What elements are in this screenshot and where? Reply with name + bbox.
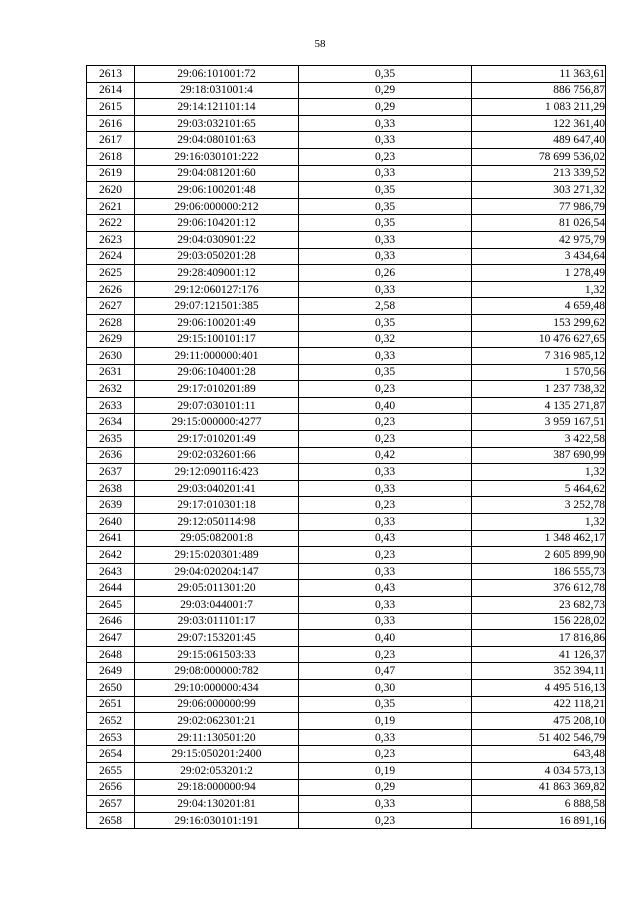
cadastral-number-cell: 29:03:011101:17 — [135, 613, 299, 630]
cadastral-number-cell: 29:10:000000:434 — [135, 679, 299, 696]
row-number-cell: 2647 — [87, 630, 135, 647]
value-cell: 6 888,58 — [472, 796, 606, 813]
rate-cell: 0,29 — [299, 779, 472, 796]
row-number-cell: 2632 — [87, 381, 135, 398]
value-cell: 475 208,10 — [472, 713, 606, 730]
row-number-cell: 2653 — [87, 729, 135, 746]
value-cell: 11 363,61 — [472, 66, 606, 83]
value-cell: 3 422,58 — [472, 431, 606, 448]
table-row — [87, 99, 606, 116]
cadastral-number-cell: 29:11:130501:20 — [135, 729, 299, 746]
row-number-cell: 2621 — [87, 198, 135, 215]
cadastral-number-cell: 29:04:081201:60 — [135, 165, 299, 182]
row-number-cell: 2648 — [87, 646, 135, 663]
value-cell: 643,48 — [472, 746, 606, 763]
row-number-cell: 2654 — [87, 746, 135, 763]
rate-cell: 0,42 — [299, 447, 472, 464]
row-number-cell: 2649 — [87, 663, 135, 680]
table-row — [87, 597, 606, 614]
rate-cell: 0,43 — [299, 580, 472, 597]
cadastral-number-cell: 29:17:010201:49 — [135, 431, 299, 448]
value-cell: 4 034 573,13 — [472, 762, 606, 779]
table-row — [87, 348, 606, 365]
row-number-cell: 2624 — [87, 248, 135, 265]
rate-cell: 0,23 — [299, 381, 472, 398]
row-number-cell: 2622 — [87, 215, 135, 232]
value-cell: 1,32 — [472, 281, 606, 298]
row-number-cell: 2642 — [87, 547, 135, 564]
rate-cell: 0,33 — [299, 115, 472, 132]
cadastral-number-cell: 29:04:130201:81 — [135, 796, 299, 813]
table-row — [87, 646, 606, 663]
value-cell: 3 959 167,51 — [472, 414, 606, 431]
table-row — [87, 812, 606, 829]
table-row — [87, 265, 606, 282]
value-cell: 81 026,54 — [472, 215, 606, 232]
rate-cell: 0,33 — [299, 281, 472, 298]
table-row — [87, 66, 606, 83]
cadastral-number-cell: 29:03:044001:7 — [135, 597, 299, 614]
value-cell: 1,32 — [472, 464, 606, 481]
row-number-cell: 2644 — [87, 580, 135, 597]
row-number-cell: 2614 — [87, 82, 135, 99]
cadastral-number-cell: 29:06:000000:99 — [135, 696, 299, 713]
row-number-cell: 2631 — [87, 364, 135, 381]
cadastral-number-cell: 29:18:000000:94 — [135, 779, 299, 796]
row-number-cell: 2619 — [87, 165, 135, 182]
row-number-cell: 2634 — [87, 414, 135, 431]
rate-cell: 0,23 — [299, 547, 472, 564]
row-number-cell: 2658 — [87, 812, 135, 829]
value-cell: 41 126,37 — [472, 646, 606, 663]
value-cell: 1 237 738,32 — [472, 381, 606, 398]
rate-cell: 0,29 — [299, 99, 472, 116]
rate-cell: 0,29 — [299, 82, 472, 99]
row-number-cell: 2645 — [87, 597, 135, 614]
rate-cell: 0,33 — [299, 729, 472, 746]
rate-cell: 0,35 — [299, 215, 472, 232]
table-row — [87, 514, 606, 531]
value-cell: 1 083 211,29 — [472, 99, 606, 116]
value-cell: 7 316 985,12 — [472, 348, 606, 365]
cadastral-number-cell: 29:16:030101:191 — [135, 812, 299, 829]
cadastral-number-cell: 29:17:010201:89 — [135, 381, 299, 398]
table-row — [87, 497, 606, 514]
rate-cell: 0,23 — [299, 812, 472, 829]
cadastral-number-cell: 29:02:053201:2 — [135, 762, 299, 779]
row-number-cell: 2623 — [87, 231, 135, 248]
value-cell: 41 863 369,82 — [472, 779, 606, 796]
row-number-cell: 2615 — [87, 99, 135, 116]
table-row — [87, 713, 606, 730]
rate-cell: 0,35 — [299, 364, 472, 381]
table-row — [87, 198, 606, 215]
rate-cell: 0,23 — [299, 431, 472, 448]
table-row — [87, 314, 606, 331]
cadastral-number-cell: 29:12:060127:176 — [135, 281, 299, 298]
cadastral-number-cell: 29:02:032601:66 — [135, 447, 299, 464]
table-row — [87, 613, 606, 630]
rate-cell: 0,23 — [299, 414, 472, 431]
rate-cell: 0,33 — [299, 597, 472, 614]
value-cell: 42 975,79 — [472, 231, 606, 248]
table-row — [87, 563, 606, 580]
cadastral-number-cell: 29:15:061503:33 — [135, 646, 299, 663]
cadastral-number-cell: 29:03:032101:65 — [135, 115, 299, 132]
rate-cell: 0,32 — [299, 331, 472, 348]
rate-cell: 0,26 — [299, 265, 472, 282]
rate-cell: 0,35 — [299, 198, 472, 215]
rate-cell: 0,19 — [299, 762, 472, 779]
table-row — [87, 82, 606, 99]
value-cell: 1,32 — [472, 514, 606, 531]
table-row — [87, 663, 606, 680]
cadastral-number-cell: 29:05:011301:20 — [135, 580, 299, 597]
cadastral-number-cell: 29:03:040201:41 — [135, 480, 299, 497]
value-cell: 213 339,52 — [472, 165, 606, 182]
table-row — [87, 729, 606, 746]
cadastral-number-cell: 29:03:050201:28 — [135, 248, 299, 265]
table-row — [87, 464, 606, 481]
table-row — [87, 630, 606, 647]
rate-cell: 0,23 — [299, 148, 472, 165]
cadastral-number-cell: 29:11:000000:401 — [135, 348, 299, 365]
value-cell: 153 299,62 — [472, 314, 606, 331]
rate-cell: 0,19 — [299, 713, 472, 730]
table-row — [87, 165, 606, 182]
table-row — [87, 364, 606, 381]
row-number-cell: 2655 — [87, 762, 135, 779]
rate-cell: 0,33 — [299, 514, 472, 531]
rate-cell: 0,35 — [299, 314, 472, 331]
cadastral-number-cell: 29:28:409001:12 — [135, 265, 299, 282]
table-row — [87, 148, 606, 165]
row-number-cell: 2638 — [87, 480, 135, 497]
rate-cell: 0,23 — [299, 746, 472, 763]
row-number-cell: 2651 — [87, 696, 135, 713]
cadastral-number-cell: 29:06:101001:72 — [135, 66, 299, 83]
value-cell: 16 891,16 — [472, 812, 606, 829]
rate-cell: 0,33 — [299, 563, 472, 580]
rate-cell: 0,35 — [299, 182, 472, 199]
cadastral-number-cell: 29:17:010301:18 — [135, 497, 299, 514]
cadastral-number-cell: 29:02:062301:21 — [135, 713, 299, 730]
rate-cell: 0,35 — [299, 696, 472, 713]
table-row — [87, 215, 606, 232]
value-cell: 4 659,48 — [472, 298, 606, 315]
row-number-cell: 2657 — [87, 796, 135, 813]
table-row — [87, 414, 606, 431]
cadastral-number-cell: 29:12:050114:98 — [135, 514, 299, 531]
registry-table — [86, 65, 606, 829]
row-number-cell: 2616 — [87, 115, 135, 132]
row-number-cell: 2629 — [87, 331, 135, 348]
rate-cell: 0,30 — [299, 679, 472, 696]
row-number-cell: 2641 — [87, 530, 135, 547]
row-number-cell: 2625 — [87, 265, 135, 282]
row-number-cell: 2656 — [87, 779, 135, 796]
value-cell: 886 756,87 — [472, 82, 606, 99]
value-cell: 387 690,99 — [472, 447, 606, 464]
cadastral-number-cell: 29:06:104201:12 — [135, 215, 299, 232]
cadastral-number-cell: 29:06:100201:49 — [135, 314, 299, 331]
registry-table-body — [87, 66, 606, 829]
page-number: 58 — [314, 38, 326, 50]
table-row — [87, 281, 606, 298]
value-cell: 2 605 899,90 — [472, 547, 606, 564]
row-number-cell: 2628 — [87, 314, 135, 331]
table-row — [87, 679, 606, 696]
table-row — [87, 132, 606, 149]
row-number-cell: 2620 — [87, 182, 135, 199]
row-number-cell: 2650 — [87, 679, 135, 696]
row-number-cell: 2635 — [87, 431, 135, 448]
row-number-cell: 2618 — [87, 148, 135, 165]
value-cell: 3 434,64 — [472, 248, 606, 265]
row-number-cell: 2626 — [87, 281, 135, 298]
value-cell: 23 682,73 — [472, 597, 606, 614]
rate-cell: 0,33 — [299, 165, 472, 182]
cadastral-number-cell: 29:07:153201:45 — [135, 630, 299, 647]
cadastral-number-cell: 29:06:104001:28 — [135, 364, 299, 381]
table-row — [87, 796, 606, 813]
table-row — [87, 480, 606, 497]
value-cell: 3 252,78 — [472, 497, 606, 514]
table-row — [87, 762, 606, 779]
rate-cell: 0,33 — [299, 464, 472, 481]
cadastral-number-cell: 29:04:020204:147 — [135, 563, 299, 580]
rate-cell: 0,33 — [299, 248, 472, 265]
table-row — [87, 298, 606, 315]
value-cell: 1 348 462,17 — [472, 530, 606, 547]
value-cell: 489 647,40 — [472, 132, 606, 149]
value-cell: 10 476 627,65 — [472, 331, 606, 348]
value-cell: 77 986,79 — [472, 198, 606, 215]
value-cell: 376 612,78 — [472, 580, 606, 597]
rate-cell: 0,35 — [299, 66, 472, 83]
rate-cell: 0,33 — [299, 796, 472, 813]
cadastral-number-cell: 29:15:050201:2400 — [135, 746, 299, 763]
value-cell: 4 495 516,13 — [472, 679, 606, 696]
rate-cell: 0,47 — [299, 663, 472, 680]
table-row — [87, 231, 606, 248]
rate-cell: 0,43 — [299, 530, 472, 547]
table-row — [87, 248, 606, 265]
cadastral-number-cell: 29:06:100201:48 — [135, 182, 299, 199]
cadastral-number-cell: 29:04:080101:63 — [135, 132, 299, 149]
value-cell: 156 228,02 — [472, 613, 606, 630]
rate-cell: 0,33 — [299, 231, 472, 248]
table-row — [87, 331, 606, 348]
table-row — [87, 530, 606, 547]
value-cell: 1 570,56 — [472, 364, 606, 381]
table-row — [87, 696, 606, 713]
row-number-cell: 2652 — [87, 713, 135, 730]
rate-cell: 0,33 — [299, 613, 472, 630]
value-cell: 5 464,62 — [472, 480, 606, 497]
rate-cell: 0,40 — [299, 630, 472, 647]
row-number-cell: 2630 — [87, 348, 135, 365]
row-number-cell: 2637 — [87, 464, 135, 481]
value-cell: 422 118,21 — [472, 696, 606, 713]
rate-cell: 0,33 — [299, 348, 472, 365]
value-cell: 122 361,40 — [472, 115, 606, 132]
value-cell: 17 816,86 — [472, 630, 606, 647]
rate-cell: 0,40 — [299, 397, 472, 414]
table-row — [87, 746, 606, 763]
rate-cell: 0,33 — [299, 480, 472, 497]
cadastral-number-cell: 29:06:000000:212 — [135, 198, 299, 215]
rate-cell: 2,58 — [299, 298, 472, 315]
cadastral-number-cell: 29:15:100101:17 — [135, 331, 299, 348]
value-cell: 303 271,32 — [472, 182, 606, 199]
table-row — [87, 182, 606, 199]
cadastral-number-cell: 29:08:000000:782 — [135, 663, 299, 680]
cadastral-number-cell: 29:14:121101:14 — [135, 99, 299, 116]
row-number-cell: 2636 — [87, 447, 135, 464]
row-number-cell: 2613 — [87, 66, 135, 83]
cadastral-number-cell: 29:16:030101:222 — [135, 148, 299, 165]
cadastral-number-cell: 29:15:000000:4277 — [135, 414, 299, 431]
cadastral-number-cell: 29:18:031001:4 — [135, 82, 299, 99]
value-cell: 78 699 536,02 — [472, 148, 606, 165]
value-cell: 186 555,73 — [472, 563, 606, 580]
row-number-cell: 2646 — [87, 613, 135, 630]
cadastral-number-cell: 29:07:030101:11 — [135, 397, 299, 414]
rate-cell: 0,33 — [299, 132, 472, 149]
table-row — [87, 779, 606, 796]
rate-cell: 0,23 — [299, 646, 472, 663]
cadastral-number-cell: 29:05:082001:8 — [135, 530, 299, 547]
cadastral-number-cell: 29:07:121501:385 — [135, 298, 299, 315]
table-row — [87, 580, 606, 597]
value-cell: 51 402 546,79 — [472, 729, 606, 746]
row-number-cell: 2643 — [87, 563, 135, 580]
value-cell: 1 278,49 — [472, 265, 606, 282]
table-row — [87, 447, 606, 464]
row-number-cell: 2627 — [87, 298, 135, 315]
table-row — [87, 115, 606, 132]
table-row — [87, 431, 606, 448]
value-cell: 352 394,11 — [472, 663, 606, 680]
cadastral-number-cell: 29:15:020301:489 — [135, 547, 299, 564]
value-cell: 4 135 271,87 — [472, 397, 606, 414]
row-number-cell: 2633 — [87, 397, 135, 414]
row-number-cell: 2617 — [87, 132, 135, 149]
cadastral-number-cell: 29:04:030901:22 — [135, 231, 299, 248]
cadastral-number-cell: 29:12:090116:423 — [135, 464, 299, 481]
table-row — [87, 381, 606, 398]
rate-cell: 0,23 — [299, 497, 472, 514]
row-number-cell: 2639 — [87, 497, 135, 514]
table-row — [87, 397, 606, 414]
row-number-cell: 2640 — [87, 514, 135, 531]
table-row — [87, 547, 606, 564]
